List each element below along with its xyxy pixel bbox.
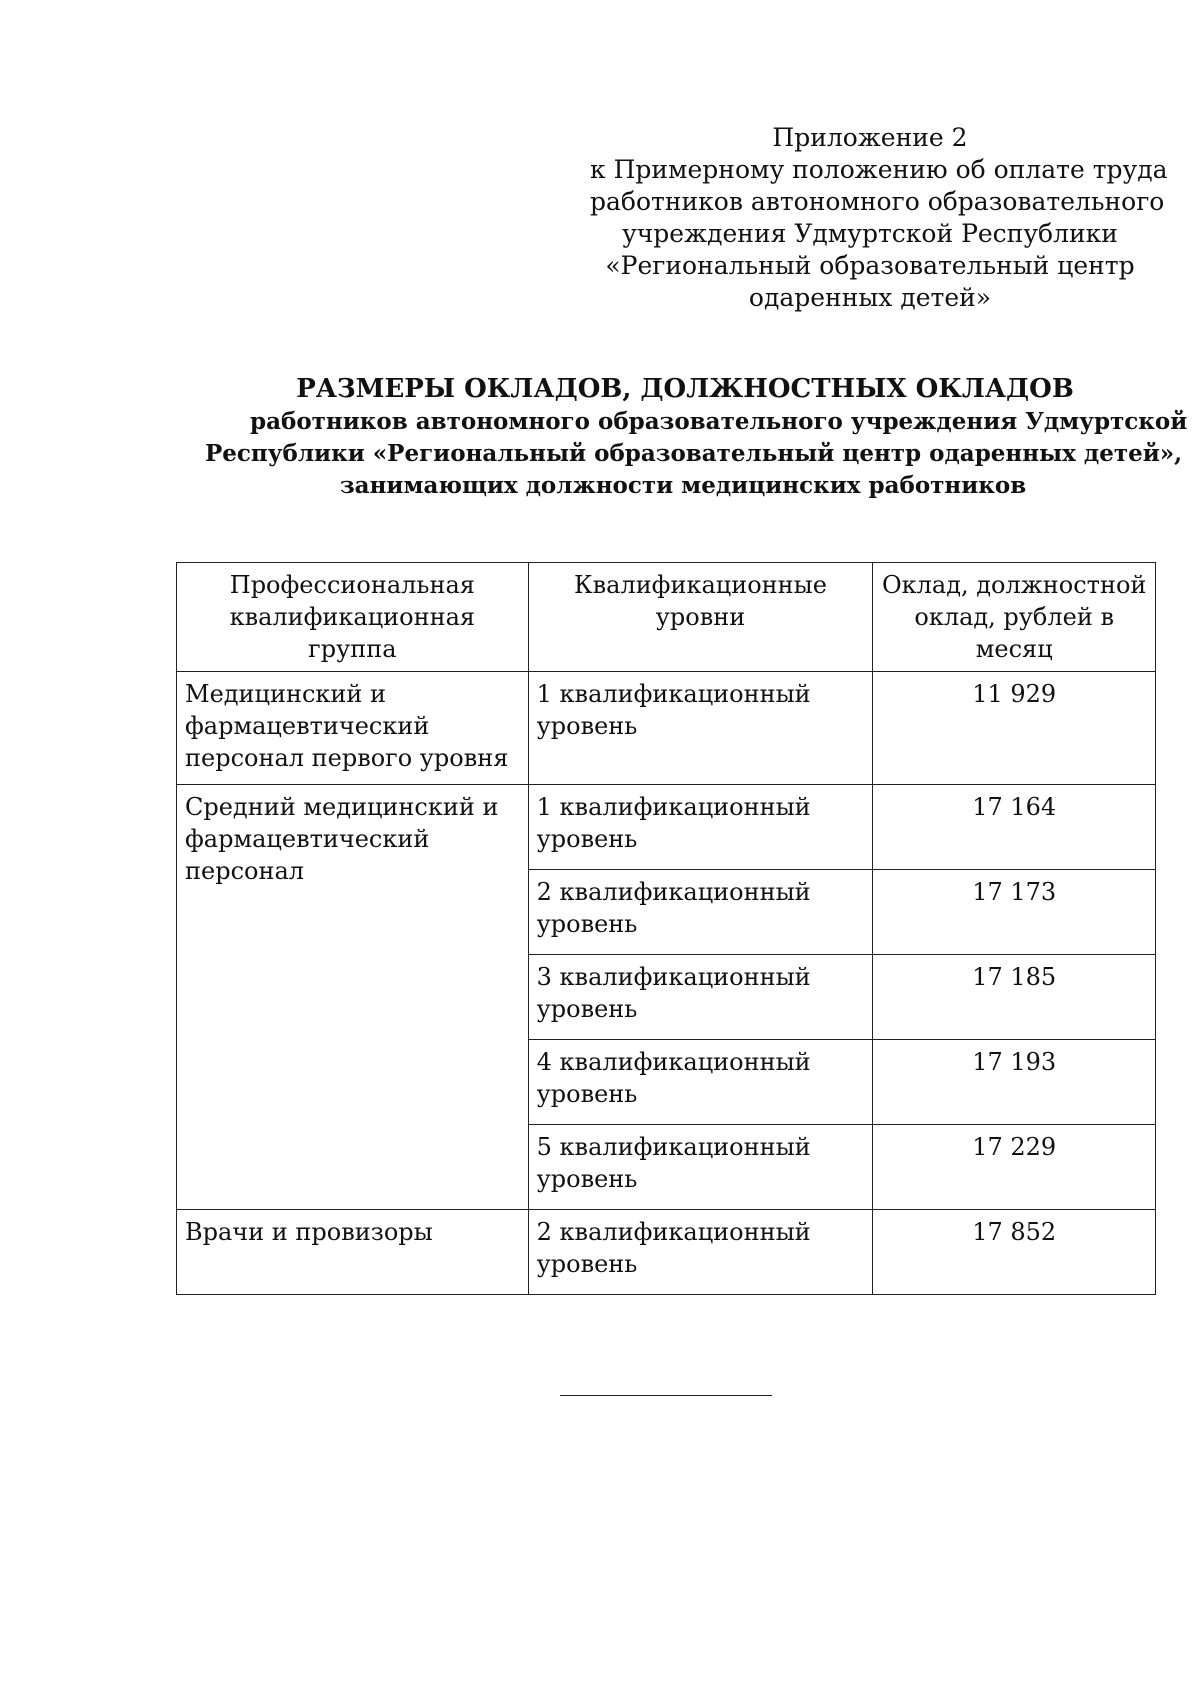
table-row xyxy=(177,1210,1156,1295)
appendix-line: Приложение 2 xyxy=(772,123,968,152)
appendix-line: к Примерному положению об оплате труда xyxy=(590,155,1168,184)
level-cell: 5 квалификационный уровень xyxy=(528,1125,873,1210)
salary-cell: 17 173 xyxy=(873,870,1156,955)
title-line: работников автономного образовательного учреждения Удмуртской xyxy=(250,408,1188,435)
salary-cell: 17 164 xyxy=(873,785,1156,870)
table-row xyxy=(177,785,1156,870)
salary-table xyxy=(176,562,1156,1295)
level-cell: 4 квалификационный уровень xyxy=(528,1040,873,1125)
level-cell: 2 квалификационный уровень xyxy=(528,1210,873,1295)
level-cell: 2 квалификационный уровень xyxy=(528,870,873,955)
level-cell: 1 квалификационный уровень xyxy=(528,785,873,870)
level-cell: 3 квалификационный уровень xyxy=(528,955,873,1040)
document-title xyxy=(150,372,1188,502)
appendix-header xyxy=(590,122,1168,314)
header-salary: Оклад, должностной оклад, рублей в месяц xyxy=(873,563,1156,672)
salary-cell: 17 229 xyxy=(873,1125,1156,1210)
title-line: занимающих должности медицинских работников xyxy=(340,472,1027,499)
header-level: Квалификационные уровни xyxy=(528,563,873,672)
salary-cell: 11 929 xyxy=(873,672,1156,785)
group-name: Медицинский и фармацевтический персонал первого уровня xyxy=(177,672,529,785)
table-row xyxy=(177,672,1156,785)
group-name: Средний медицинский и фармацевтический персонал xyxy=(177,785,529,1210)
salary-cell: 17 852 xyxy=(873,1210,1156,1295)
appendix-line: одаренных детей» xyxy=(748,283,992,312)
salary-cell: 17 193 xyxy=(873,1040,1156,1125)
salary-cell: 17 185 xyxy=(873,955,1156,1040)
title-line: Республики «Региональный образовательный центр одаренных детей», xyxy=(205,440,1183,467)
table-header-row xyxy=(177,563,1156,672)
appendix-line: «Региональный образовательный центр xyxy=(605,251,1135,280)
title-main: РАЗМЕРЫ ОКЛАДОВ, ДОЛЖНОСТНЫХ ОКЛАДОВ xyxy=(296,374,1074,404)
appendix-line: работников автономного образовательного xyxy=(590,187,1165,216)
level-cell: 1 квалификационный уровень xyxy=(528,672,873,785)
end-divider xyxy=(560,1395,772,1396)
appendix-line: учреждения Удмуртской Республики xyxy=(622,219,1118,248)
header-group: Профессиональная квалификационная группа xyxy=(177,563,529,672)
group-name: Врачи и провизоры xyxy=(177,1210,529,1295)
